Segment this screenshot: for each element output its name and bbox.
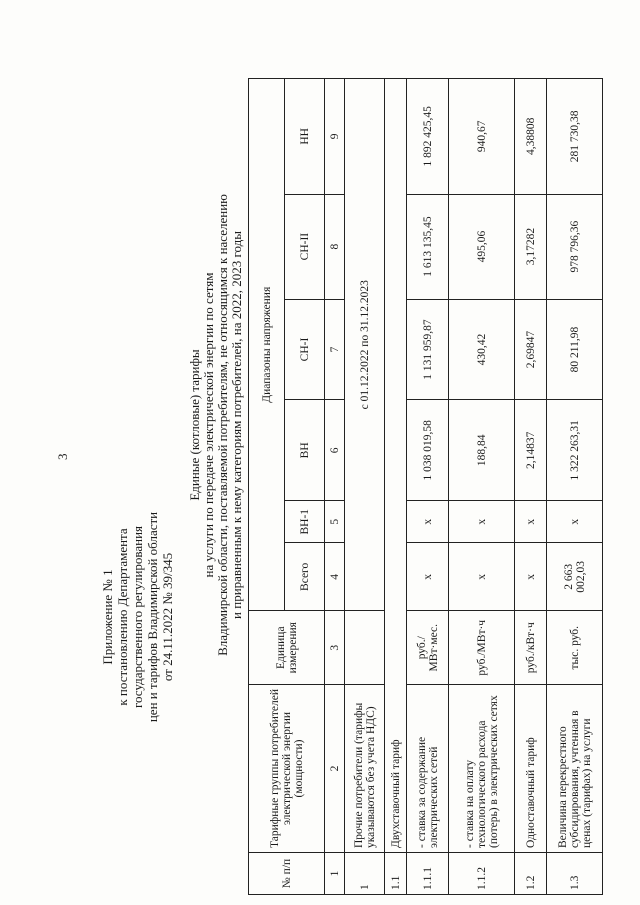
value-cell: 1 892 425,45 xyxy=(407,79,449,195)
col-number: 6 xyxy=(325,400,345,501)
row-num: 1.1.2 xyxy=(449,853,515,895)
appendix-line: к постановлению Департамента xyxy=(115,528,130,706)
value-cell: x xyxy=(407,543,449,611)
value-cell: 80 211,98 xyxy=(547,299,603,400)
value-cell: 4,38808 xyxy=(515,79,547,195)
appendix-note xyxy=(100,487,175,747)
table-row xyxy=(547,79,603,895)
value-cell: 978 796,36 xyxy=(547,194,603,299)
value-cell: 940,67 xyxy=(449,79,515,195)
row-label: Величина перекрестного субсидирования, учтенная в ценах (тарифах) на услуги xyxy=(547,684,603,852)
header-col: Всего xyxy=(285,543,325,611)
row-num: 1 xyxy=(345,853,385,895)
col-number: 8 xyxy=(325,194,345,299)
title-line: и приравненным к нему категориям потребителей, на 2022, 2023 годы xyxy=(229,231,244,619)
value-cell: x xyxy=(449,543,515,611)
value-cell: 281 730,38 xyxy=(547,79,603,195)
table-row xyxy=(385,79,407,895)
value-cell: x xyxy=(515,543,547,611)
table-row xyxy=(449,79,515,895)
title-line: на услуги по передаче электрической энергии по сетям xyxy=(201,272,216,578)
value-cell: 3,17282 xyxy=(515,194,547,299)
row-label: Двухставочный тариф xyxy=(385,79,407,853)
col-number: 5 xyxy=(325,501,345,543)
row-num: 1.1.1 xyxy=(407,853,449,895)
row-num: 1.2 xyxy=(515,853,547,895)
value-cell: x xyxy=(515,501,547,543)
header-col: ВН-1 xyxy=(285,501,325,543)
period-cell: с 01.12.2022 по 31.12.2023 xyxy=(345,79,385,611)
col-number: 2 xyxy=(325,684,345,852)
title-line: Владимирской области, поставляемой потребителям, не относящимся к населению xyxy=(215,194,230,656)
page-number: 3 xyxy=(55,453,70,460)
table-row xyxy=(515,79,547,895)
appendix-line: Приложение № 1 xyxy=(100,569,115,665)
value-cell: 495,06 xyxy=(449,194,515,299)
value-cell: 1 322 263,31 xyxy=(547,400,603,501)
header-col: ВН xyxy=(285,400,325,501)
header-col: СН-II xyxy=(285,194,325,299)
header-group: Тарифные группы потребителей электрической энергии (мощности) xyxy=(249,684,325,852)
header-ranges: Диапазоны напряжения xyxy=(249,79,285,611)
col-number: 4 xyxy=(325,543,345,611)
row-unit: руб./МВт·ч xyxy=(449,611,515,685)
row-label: Одноставочный тариф xyxy=(515,684,547,852)
title-line: Единые (котловые) тарифы xyxy=(187,349,202,501)
header-col: СН-I xyxy=(285,299,325,400)
col-number: 3 xyxy=(325,611,345,685)
header-unit: Единица измерения xyxy=(249,611,325,685)
value-cell: 188,84 xyxy=(449,400,515,501)
value-cell: 2,69847 xyxy=(515,299,547,400)
table-row xyxy=(345,79,385,895)
row-unit: руб./ МВт·мес. xyxy=(407,611,449,685)
row-num: 1.3 xyxy=(547,853,603,895)
appendix-line: от 24.11.2022 № 39/345 xyxy=(160,552,175,682)
col-number: 1 xyxy=(325,853,345,895)
row-num: 1.1 xyxy=(385,853,407,895)
col-number: 9 xyxy=(325,79,345,195)
value-cell: x xyxy=(547,501,603,543)
value-cell: x xyxy=(407,501,449,543)
table-row xyxy=(407,79,449,895)
value-cell: 1 131 959,87 xyxy=(407,299,449,400)
value-cell: x xyxy=(449,501,515,543)
row-label: - ставка за содержание электрических сетей xyxy=(407,684,449,852)
header-col: НН xyxy=(285,79,325,195)
row-unit: руб./кВт·ч xyxy=(515,611,547,685)
value-cell: 2,14837 xyxy=(515,400,547,501)
appendix-line: государственного регулирования xyxy=(130,525,145,709)
document-title xyxy=(188,175,244,675)
row-label: Прочие потребители (тарифы указываются без учета НДС) xyxy=(345,684,385,852)
row-label: - ставка на оплату технологического расхода (потерь) в электрических сетях xyxy=(449,684,515,852)
value-cell: 2 663 002,03 xyxy=(547,543,603,611)
col-number: 7 xyxy=(325,299,345,400)
tariff-table xyxy=(248,78,603,895)
value-cell: 1 038 019,58 xyxy=(407,400,449,501)
header-num: № п/п xyxy=(249,853,325,895)
value-cell: 1 613 135,45 xyxy=(407,194,449,299)
value-cell: 430,42 xyxy=(449,299,515,400)
row-unit: тыс. руб. xyxy=(547,611,603,685)
appendix-line: цен и тарифов Владимирской области xyxy=(145,511,160,723)
